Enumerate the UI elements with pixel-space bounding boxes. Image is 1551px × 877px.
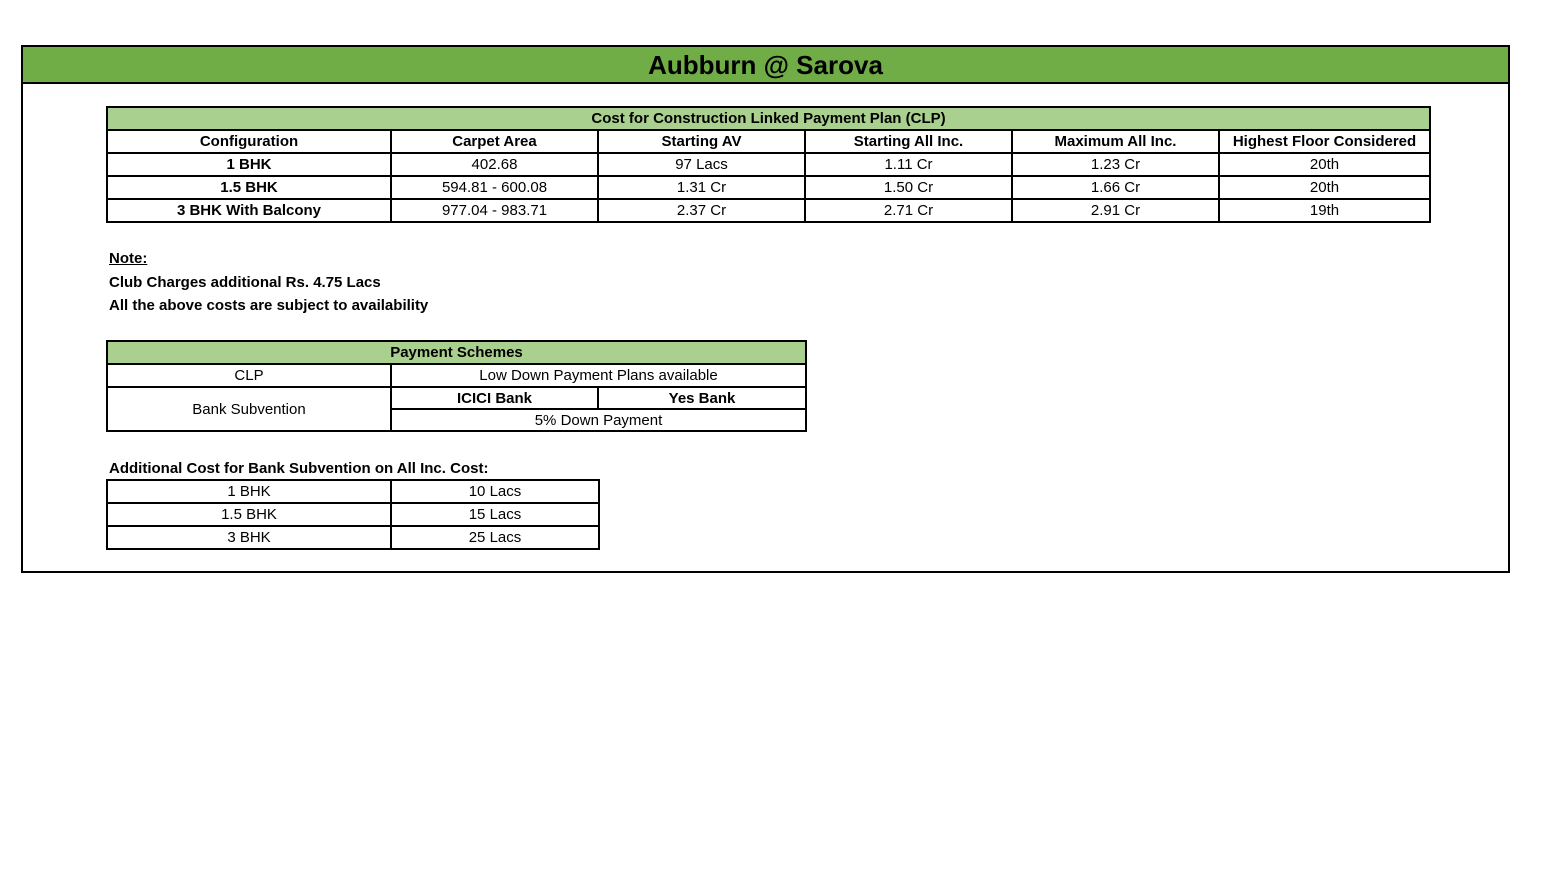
table-row <box>107 176 1430 199</box>
table-row <box>107 387 806 409</box>
configuration-cell: 1 BHK <box>107 480 391 503</box>
scheme-label: CLP <box>107 364 391 387</box>
carpet-area-cell: 402.68 <box>391 153 598 176</box>
scheme-label: Bank Subvention <box>107 387 391 431</box>
carpet-area-cell: 594.81 - 600.08 <box>391 176 598 199</box>
column-header: Starting All Inc. <box>805 130 1012 153</box>
bank-name: Yes Bank <box>598 387 806 409</box>
column-header: Configuration <box>107 130 391 153</box>
table-row <box>107 503 599 526</box>
configuration-cell: 3 BHK <box>107 526 391 549</box>
column-header: Starting AV <box>598 130 805 153</box>
maximum-all-inc-cell: 1.23 Cr <box>1012 153 1219 176</box>
table-row <box>107 153 1430 176</box>
starting-av-cell: 2.37 Cr <box>598 199 805 222</box>
cost-cell: 25 Lacs <box>391 526 599 549</box>
payment-schemes-caption: Payment Schemes <box>107 341 806 364</box>
table-row <box>107 199 1430 222</box>
note-heading: Note: <box>109 250 148 267</box>
starting-av-cell: 1.31 Cr <box>598 176 805 199</box>
page-title: Aubburn @ Sarova <box>23 47 1508 84</box>
cost-cell: 15 Lacs <box>391 503 599 526</box>
carpet-area-cell: 977.04 - 983.71 <box>391 199 598 222</box>
price-sheet <box>21 45 1510 573</box>
column-header: Highest Floor Considered <box>1219 130 1430 153</box>
starting-all-inc-cell: 1.11 Cr <box>805 153 1012 176</box>
bank-name: ICICI Bank <box>391 387 598 409</box>
table-row <box>107 364 806 387</box>
bank-subvention-cost-title: Additional Cost for Bank Subvention on All Inc. Cost: <box>109 460 489 477</box>
column-header: Maximum All Inc. <box>1012 130 1219 153</box>
note-line: All the above costs are subject to availability <box>109 297 429 314</box>
maximum-all-inc-cell: 2.91 Cr <box>1012 199 1219 222</box>
payment-schemes-table <box>106 340 807 432</box>
clp-table-caption: Cost for Construction Linked Payment Plan (CLP) <box>107 107 1430 130</box>
starting-av-cell: 97 Lacs <box>598 153 805 176</box>
maximum-all-inc-cell: 1.66 Cr <box>1012 176 1219 199</box>
clp-table-header-row <box>107 130 1430 153</box>
highest-floor-cell: 19th <box>1219 199 1430 222</box>
configuration-cell: 3 BHK With Balcony <box>107 199 391 222</box>
table-row <box>107 480 599 503</box>
bank-subvention-cost-table <box>106 479 600 550</box>
configuration-cell: 1.5 BHK <box>107 503 391 526</box>
configuration-cell: 1.5 BHK <box>107 176 391 199</box>
starting-all-inc-cell: 2.71 Cr <box>805 199 1012 222</box>
scheme-value: 5% Down Payment <box>391 409 806 431</box>
highest-floor-cell: 20th <box>1219 176 1430 199</box>
scheme-value: Low Down Payment Plans available <box>391 364 806 387</box>
configuration-cell: 1 BHK <box>107 153 391 176</box>
cost-cell: 10 Lacs <box>391 480 599 503</box>
highest-floor-cell: 20th <box>1219 153 1430 176</box>
starting-all-inc-cell: 1.50 Cr <box>805 176 1012 199</box>
clp-cost-table <box>106 106 1431 223</box>
table-row <box>107 526 599 549</box>
column-header: Carpet Area <box>391 130 598 153</box>
note-line: Club Charges additional Rs. 4.75 Lacs <box>109 274 381 291</box>
